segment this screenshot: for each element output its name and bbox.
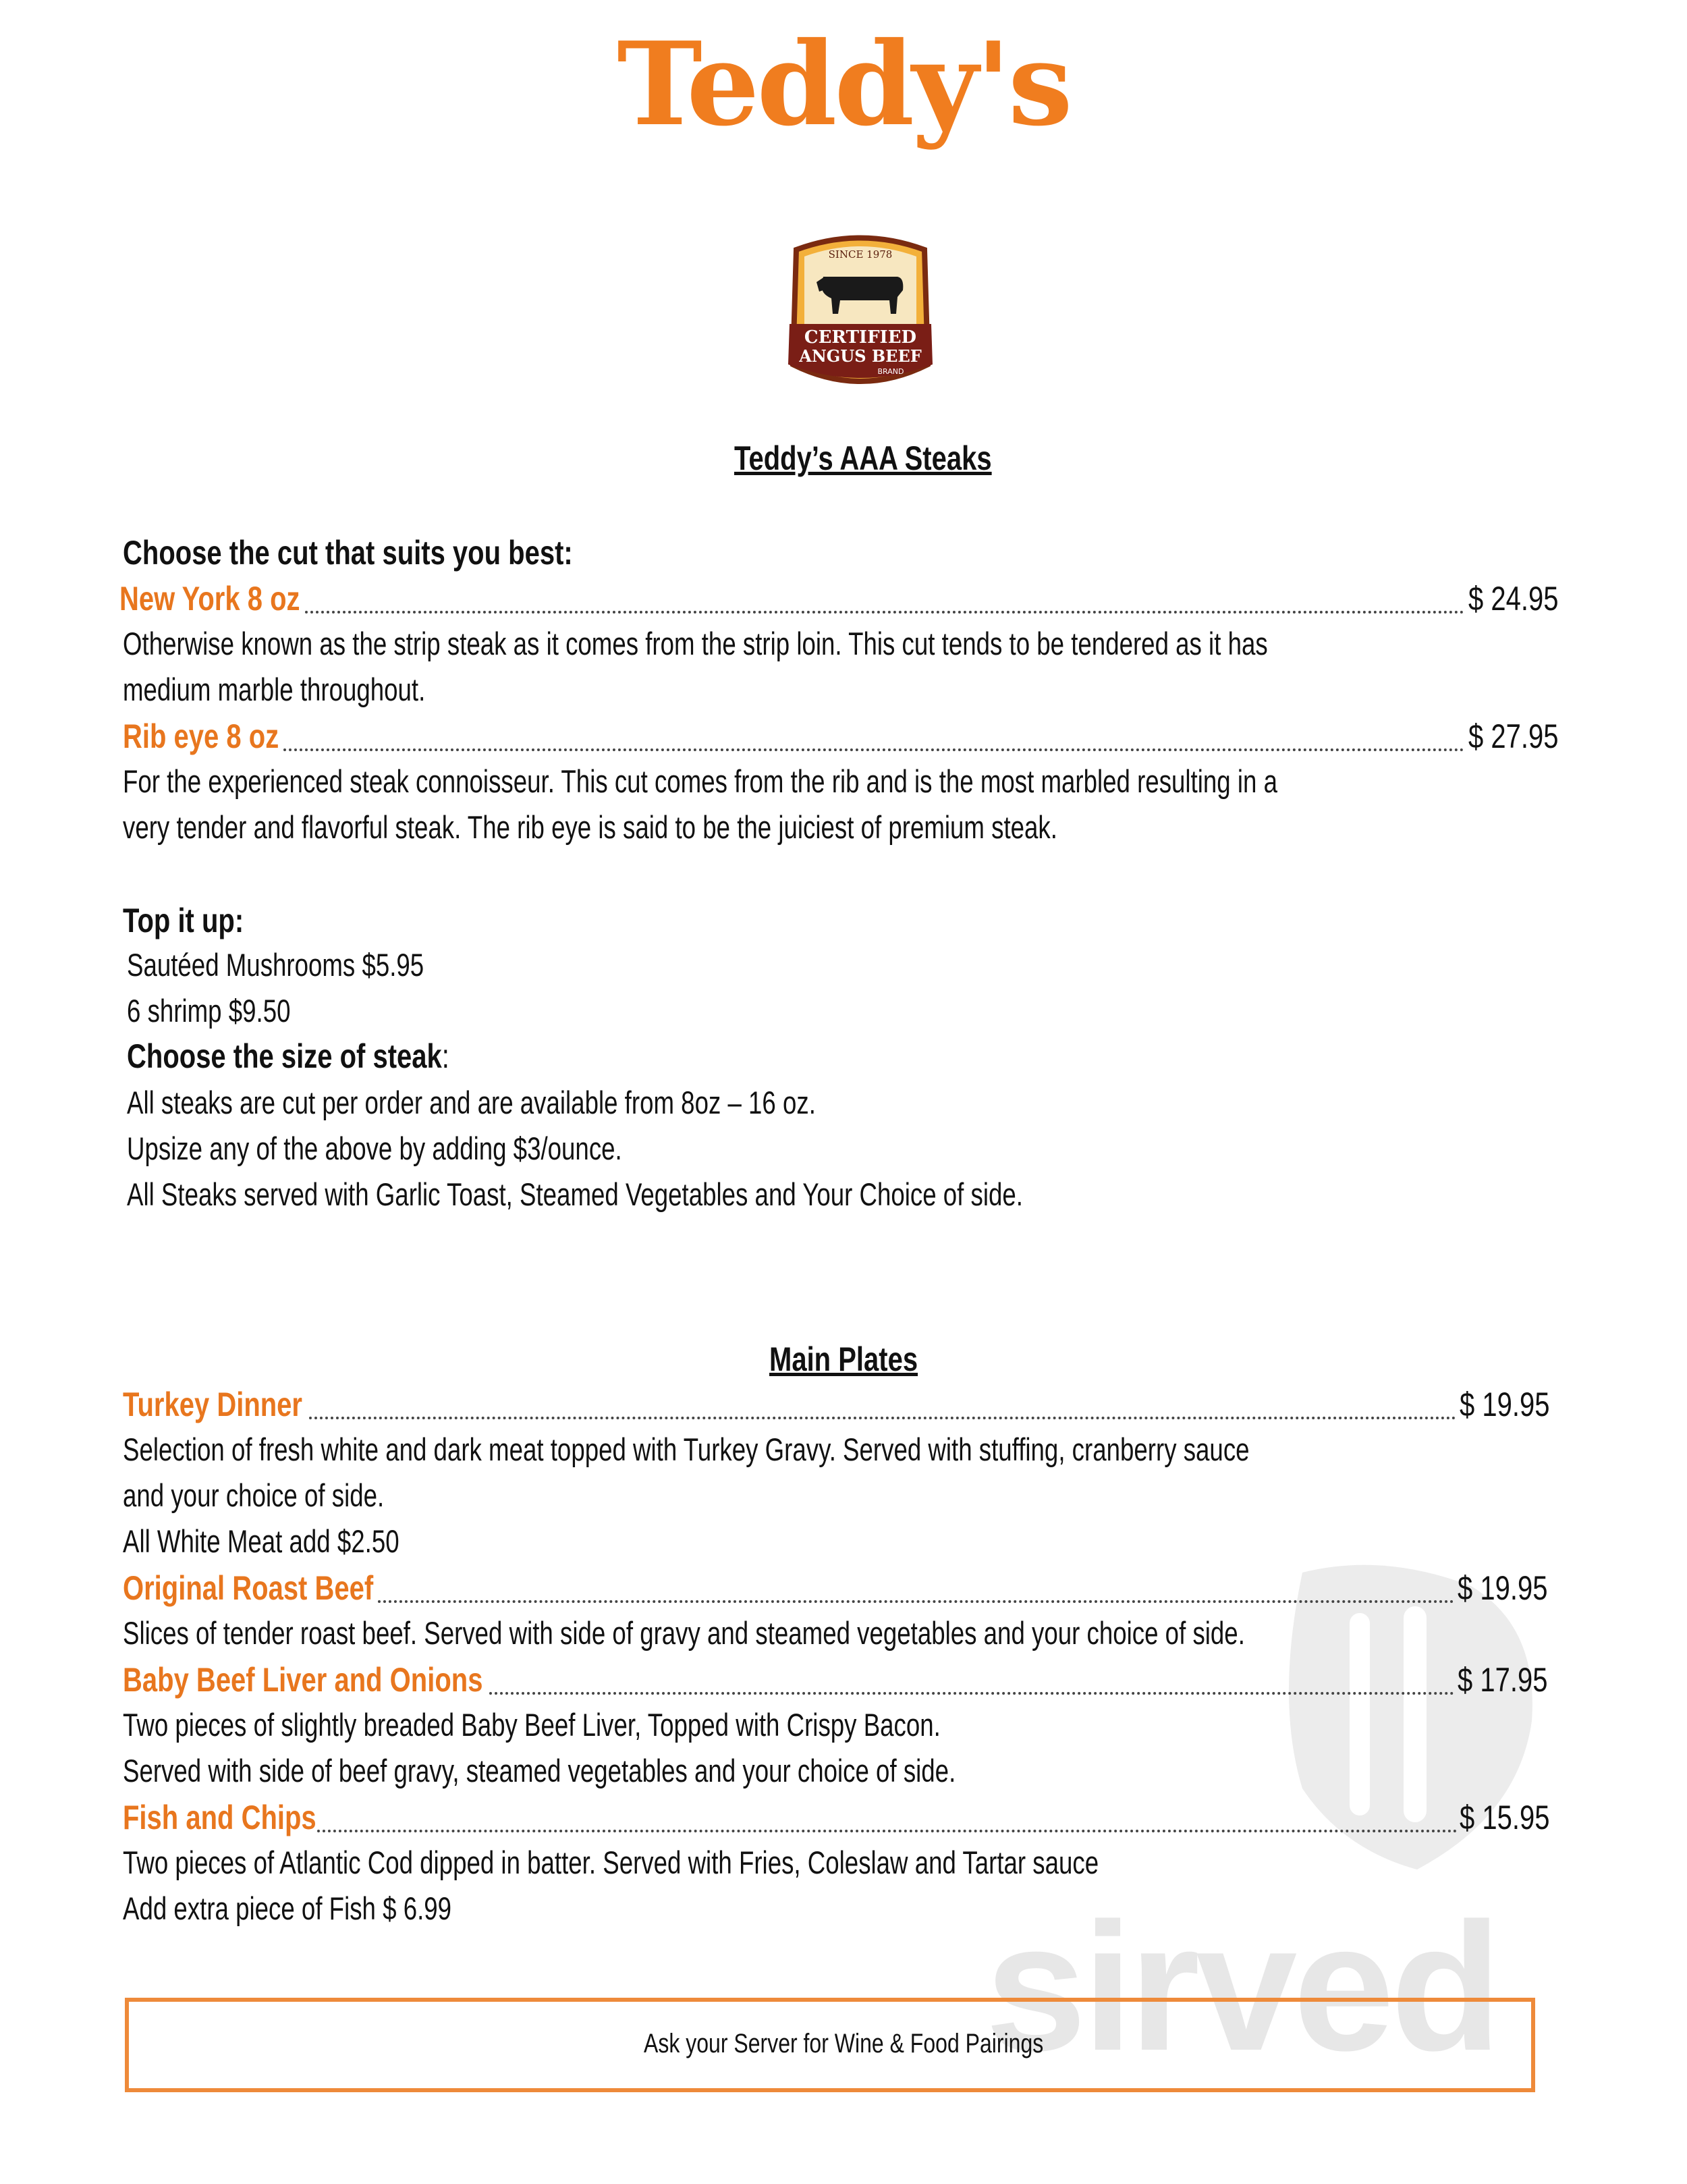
dot-leader [283,748,1464,751]
menu-item-price: $ 19.95 [1460,1386,1550,1423]
badge-certified-text: CERTIFIED [804,327,917,348]
steak-size-title [127,1037,449,1076]
steak-size-line: Upsize any of the above by adding $3/ounce. [127,1130,622,1166]
restaurant-logo: Teddy's [617,17,1070,152]
main-plates-title: Main Plates [769,1340,918,1378]
menu-item-name: New York 8 oz [119,580,300,618]
badge-since-text: SINCE 1978 [828,248,893,261]
menu-item-description: and your choice of side. [123,1477,385,1513]
watermark-text: sirved [985,1886,1498,2089]
dot-leader [309,1417,1456,1419]
menu-item-name: Rib eye 8 oz [123,717,279,755]
top-it-up-title: Top it up: [123,902,244,939]
dot-leader [489,1692,1454,1695]
menu-item-price: $ 17.95 [1458,1661,1548,1699]
menu-item-description: Two pieces of slightly breaded Baby Beef Liver, Topped with Crispy Bacon. [123,1707,941,1743]
menu-item-description: For the experienced steak connoisseur. This cut comes from the rib and is the most marbled resulting in a [123,763,1277,799]
cut-prompt: Choose the cut that suits you best: [123,534,573,572]
menu-item-price: $ 24.95 [1468,580,1559,618]
footer-note-text: Ask your Server for Wine & Food Pairings [643,2029,1044,2058]
menu-item-price: $ 19.95 [1458,1569,1548,1607]
steak-size-line: All Steaks served with Garlic Toast, Steamed Vegetables and Your Choice of side. [127,1176,1023,1212]
menu-item-description: very tender and flavorful steak. The rib eye is said to be the juiciest of premium steak. [123,809,1057,845]
menu-item-description: Add extra piece of Fish $ 6.99 [123,1890,452,1926]
footer-note [0,2029,1687,2059]
menu-item-description: Slices of tender roast beef. Served with side of gravy and steamed vegetables and your choice of side. [123,1615,1245,1651]
menu-item-description: Served with side of beef gravy, steamed vegetables and your choice of side. [123,1753,956,1789]
badge-angus-beef-text: ANGUS BEEF [799,346,922,366]
steak-size-title-text: Choose the size of steak [127,1037,442,1075]
menu-item-name: Fish and Chips [123,1799,316,1836]
menu-item-description: Selection of fresh white and dark meat topped with Turkey Gravy. Served with stuffing, cranberry sauce [123,1431,1250,1467]
dot-leader [305,611,1464,613]
menu-item-description: Otherwise known as the strip steak as it comes from the strip loin. This cut tends to be tendered as it has [123,626,1268,661]
menu-item-description: medium marble throughout. [123,672,426,707]
menu-item-price: $ 15.95 [1460,1799,1550,1836]
menu-item-name: Original Roast Beef [123,1569,374,1607]
steak-size-line: All steaks are cut per order and are available from 8oz – 16 oz. [127,1085,816,1120]
certified-angus-beef-badge [776,229,945,405]
topping-item: 6 shrimp $9.50 [127,993,291,1029]
menu-item-description: All White Meat add $2.50 [123,1523,399,1559]
badge-brand-text: BRAND [877,367,904,376]
steak-size-colon: : [441,1037,449,1075]
topping-item: Sautéed Mushrooms $5.95 [127,947,424,983]
menu-item-description: Two pieces of Atlantic Cod dipped in batter. Served with Fries, Coleslaw and Tartar sauce [123,1845,1099,1880]
dot-leader [317,1830,1458,1832]
menu-item-price: $ 27.95 [1468,717,1559,755]
dot-leader [378,1600,1454,1603]
steaks-section-title: Teddy’s AAA Steaks [734,439,992,477]
menu-item-name: Baby Beef Liver and Onions [123,1661,483,1699]
menu-item-name: Turkey Dinner [123,1386,302,1423]
